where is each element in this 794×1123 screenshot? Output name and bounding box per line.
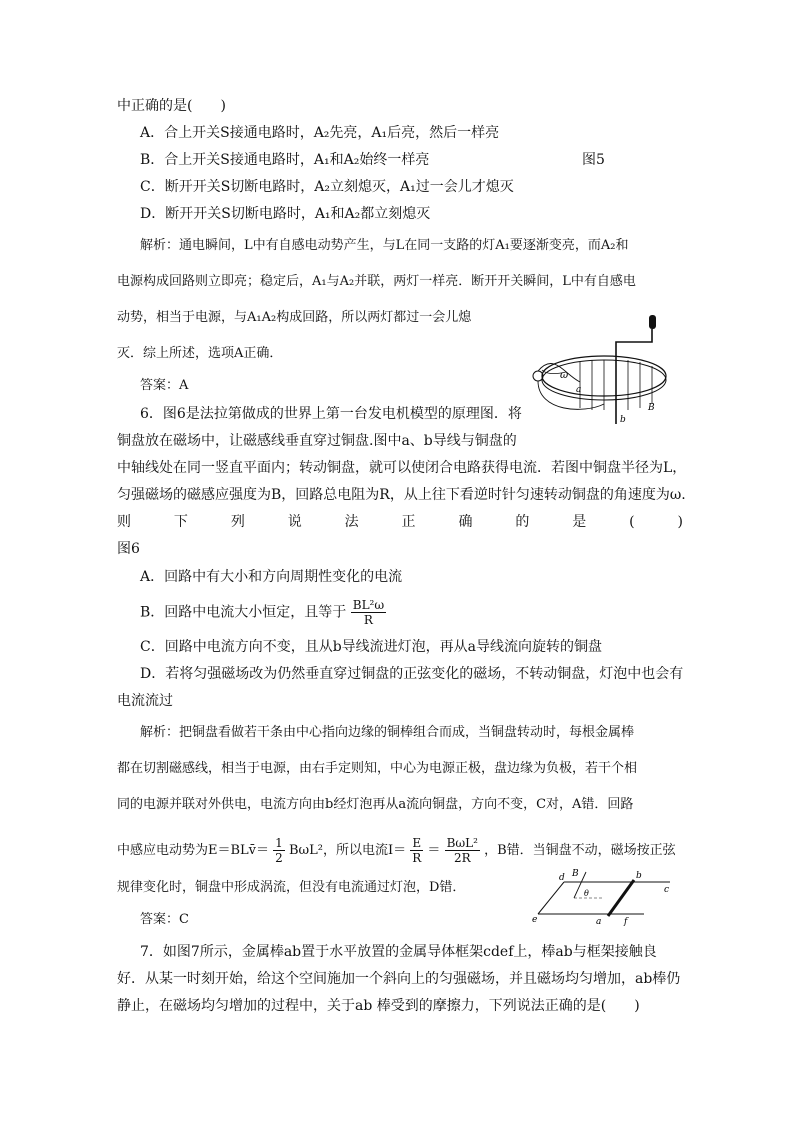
q6-word: 是 [572, 514, 587, 530]
b-label: b [636, 871, 642, 881]
q6-option-c: C．回路中电流方向不变，且从b导线流进灯泡，再从a导线流向旋转的铜盘 [140, 639, 603, 655]
d-label: d [559, 873, 565, 883]
q6-stem-line: 匀强磁场的磁感应强度为B，回路总电阻为R，从上往下看逆时针匀速转动铜盘的角速度为ω. [117, 487, 686, 503]
q5-analysis-line: 电源构成回路则立即亮；稳定后，A₁与A₂并联，两灯一样亮．断开开关瞬间，L中有自感电 [117, 274, 636, 289]
q6-word: 下 [173, 514, 188, 530]
q6-word: ( [629, 514, 635, 530]
e-label: e [532, 915, 538, 925]
q6-stem-justified-line [117, 513, 683, 531]
q5-option-c: C．断开开关S切断电路时，A₂立刻熄灭，A₁过一会儿才熄灭 [140, 179, 514, 195]
B-label: B [648, 403, 655, 413]
frame-figure [530, 866, 680, 926]
q6-word: 正 [401, 514, 416, 530]
b-label: b [620, 415, 626, 425]
q6-word: 说 [287, 514, 302, 530]
q6-analysis-line: 都在切割磁感线，相当于电源，由右手定则知，中心为电源正极，盘边缘为负极，若干个相 [117, 761, 638, 776]
q6-option-a: A．回路中有大小和方向周期性变化的电流 [140, 569, 403, 585]
q6-option-b [140, 598, 386, 627]
q6-word: 法 [344, 514, 359, 530]
omega-label: ω [560, 370, 569, 381]
q5-stem-end: 中正确的是( ) [117, 98, 226, 114]
q6-stem-line: 中轴线处在同一竖直平面内；转动铜盘，就可以使闭合电路获得电流．若图中铜盘半径为L， [117, 460, 687, 476]
q7-stem-line: 好．从某一时刻开始，给这个空间施加一个斜向上的匀强磁场，并且磁场均匀增加，ab棒仍 [117, 971, 681, 987]
q6-word: 则 [117, 514, 131, 530]
wire-a [538, 363, 580, 382]
q5-analysis-line: 灭．综上所述，选项A正确． [117, 346, 283, 361]
q5-option-a: A．合上开关S接通电路时，A₂先亮，A₁后亮，然后一样亮 [140, 125, 500, 141]
a-label: a [576, 385, 582, 395]
a-label: a [596, 917, 602, 926]
q6-option-b-fraction: $\frac{\text{BL²ω}}{R}$ [352, 598, 385, 627]
q6-stem-line: 铜盘放在磁场中，让磁感线垂直穿过铜盘.图中a、b导线与铜盘的 [117, 433, 517, 449]
q5-analysis-line: 解析：通电瞬间，L中有自感电动势产生，与L在同一支路的灯A₁要逐渐变亮，而A₂和 [140, 238, 629, 253]
q6-option-b-text: B．回路中电流大小恒定，且等于 [140, 604, 347, 621]
q5-option-b: B．合上开关S接通电路时，A₁和A₂始终一样亮 [140, 152, 430, 168]
crank-handle [649, 315, 656, 329]
q6-analysis-formula-line: 中感应电动势为E＝BLv̄＝ $\frac{1}{2}$ BωL²，所以电流I＝ $\frac{E}{R}$ ＝ $\frac{\text{BωL²}}{2R}$ ，B错．当铜盘不动，磁场按正弦 [117, 836, 676, 865]
q6-word: 确 [458, 514, 473, 530]
q5-option-d: D．断开开关S切断电路时，A₁和A₂都立刻熄灭 [140, 206, 431, 222]
faraday-disk-figure [524, 312, 674, 430]
q6-analysis-line: 规律变化时，铜盘中形成涡流，但没有电流通过灯泡，D错． [117, 880, 466, 895]
q6-word: ) [677, 514, 683, 530]
crank-arm [616, 329, 652, 374]
c-label: c [664, 885, 670, 895]
q7-stem-line: 7．如图7所示，金属棒ab置于水平放置的金属导体框架cdef上，棒ab与框架接触良 [140, 944, 657, 960]
q6-figure-label: 图6 [117, 541, 140, 557]
q6-option-d: D．若将匀强磁场改为仍然垂直穿过铜盘的正弦变化的磁场，不转动铜盘，灯泡中也会有 [140, 666, 684, 682]
B-label: B [572, 869, 579, 879]
q6-option-d-cont: 电流流过 [117, 693, 173, 709]
q5-analysis-line: 动势，相当于电源，与A₁A₂构成回路，所以两灯都过一会儿熄 [117, 310, 472, 325]
q6-stem-line: 6．图6是法拉第做成的世界上第一台发电机模型的原理图．将 [140, 406, 522, 422]
q6-word: 的 [515, 514, 530, 530]
rail-de [538, 882, 564, 914]
q6-analysis-line: 解析：把铜盘看做若干条由中心指向边缘的铜棒组合而成，当铜盘转动时，每根金属棒 [140, 725, 635, 740]
f-label: f [624, 917, 628, 926]
rod-ab [608, 880, 634, 916]
q7-stem-line: 静止，在磁场均匀增加的过程中，关于ab 棒受到的摩擦力，下列说法正确的是( ) [117, 998, 640, 1014]
q6-word: 列 [230, 514, 245, 530]
theta-label: θ [584, 889, 589, 898]
q5-answer: 答案：A [140, 378, 189, 393]
q6-analysis-line: 同的电源并联对外供电，电流方向由b经灯泡再从a流向铜盘，方向不变，C对，A错．回路 [117, 797, 634, 812]
q5-figure-label: 图5 [582, 152, 605, 168]
q6-answer: 答案：C [140, 912, 189, 927]
